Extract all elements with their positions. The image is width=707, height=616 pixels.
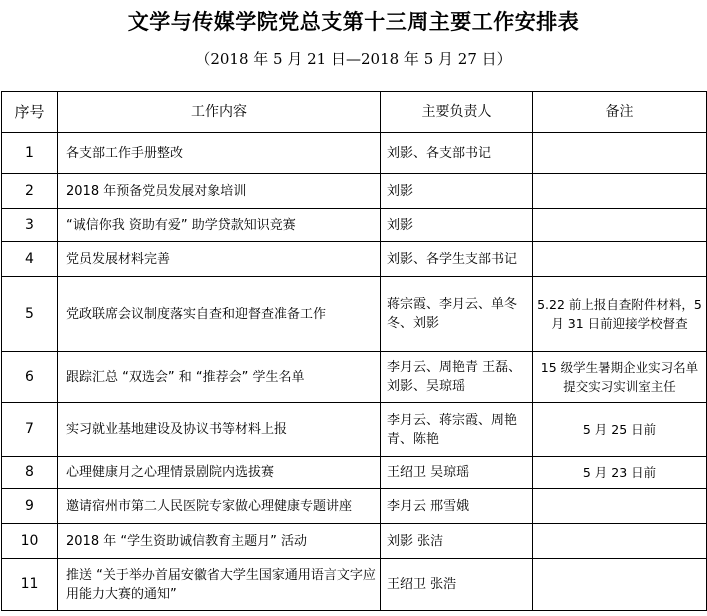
row-person: 李月云、周艳青 王磊、刘影、吴琼瑶 bbox=[381, 352, 533, 403]
row-note bbox=[533, 133, 707, 174]
row-note: 5.22 前上报自查附件材料，5 月 31 日前迎接学校督查 bbox=[533, 277, 707, 352]
work-schedule-table bbox=[1, 91, 707, 611]
row-person: 刘影 张洁 bbox=[381, 524, 533, 559]
row-content: 跟踪汇总 “双选会” 和 “推荐会” 学生名单 bbox=[58, 352, 381, 403]
table-row bbox=[2, 524, 707, 559]
table-row bbox=[2, 209, 707, 242]
row-number: 1 bbox=[2, 133, 58, 174]
row-number: 7 bbox=[2, 403, 58, 457]
row-content: 2018 年预备党员发展对象培训 bbox=[58, 174, 381, 209]
table-row bbox=[2, 242, 707, 277]
row-note bbox=[533, 559, 707, 611]
row-number: 8 bbox=[2, 457, 58, 489]
row-note bbox=[533, 209, 707, 242]
row-content: 心理健康月之心理情景剧院内选拔赛 bbox=[58, 457, 381, 489]
page-title: 文学与传媒学院党总支第十三周主要工作安排表 bbox=[127, 9, 580, 34]
row-content: 各支部工作手册整改 bbox=[58, 133, 381, 174]
table-row bbox=[2, 489, 707, 524]
row-content: 实习就业基地建设及协议书等材料上报 bbox=[58, 403, 381, 457]
header-person: 主要负责人 bbox=[381, 92, 533, 133]
row-number: 2 bbox=[2, 174, 58, 209]
table-row bbox=[2, 457, 707, 489]
date-range-subtitle: （2018 年 5 月 21 日—2018 年 5 月 27 日） bbox=[195, 50, 512, 68]
row-number: 10 bbox=[2, 524, 58, 559]
header-seq: 序号 bbox=[2, 92, 58, 133]
row-person: 刘影 bbox=[381, 209, 533, 242]
row-number: 9 bbox=[2, 489, 58, 524]
row-number: 11 bbox=[2, 559, 58, 611]
row-person: 刘影、各支部书记 bbox=[381, 133, 533, 174]
row-note: 5 月 23 日前 bbox=[533, 457, 707, 489]
table-row bbox=[2, 352, 707, 403]
header-note: 备注 bbox=[533, 92, 707, 133]
row-person: 刘影、各学生支部书记 bbox=[381, 242, 533, 277]
row-note: 5 月 25 日前 bbox=[533, 403, 707, 457]
row-number: 5 bbox=[2, 277, 58, 352]
row-note bbox=[533, 524, 707, 559]
row-number: 4 bbox=[2, 242, 58, 277]
row-number: 3 bbox=[2, 209, 58, 242]
row-note: 15 级学生暑期企业实习名单提交实习实训室主任 bbox=[533, 352, 707, 403]
row-note bbox=[533, 489, 707, 524]
row-person: 蒋宗霞、李月云、单冬冬、刘影 bbox=[381, 277, 533, 352]
row-person: 李月云 邢雪娥 bbox=[381, 489, 533, 524]
row-person: 王绍卫 张浩 bbox=[381, 559, 533, 611]
row-note bbox=[533, 174, 707, 209]
table-row bbox=[2, 174, 707, 209]
row-content: 2018 年 “学生资助诚信教育主题月” 活动 bbox=[58, 524, 381, 559]
row-content: 党员发展材料完善 bbox=[58, 242, 381, 277]
header-content: 工作内容 bbox=[58, 92, 381, 133]
table-row bbox=[2, 403, 707, 457]
table-header-row bbox=[2, 92, 707, 133]
table-row bbox=[2, 133, 707, 174]
row-content: 邀请宿州市第二人民医院专家做心理健康专题讲座 bbox=[58, 489, 381, 524]
row-content: 推送 “关于举办首届安徽省大学生国家通用语言文字应用能力大赛的通知” bbox=[58, 559, 381, 611]
row-note bbox=[533, 242, 707, 277]
row-person: 刘影 bbox=[381, 174, 533, 209]
row-content: 党政联席会议制度落实自查和迎督查准备工作 bbox=[58, 277, 381, 352]
row-person: 李月云、蒋宗霞、周艳青、陈艳 bbox=[381, 403, 533, 457]
row-number: 6 bbox=[2, 352, 58, 403]
table-row bbox=[2, 559, 707, 611]
table-row bbox=[2, 277, 707, 352]
row-content: “诚信你我 资助有爱” 助学贷款知识竞赛 bbox=[58, 209, 381, 242]
row-person: 王绍卫 吴琼瑶 bbox=[381, 457, 533, 489]
